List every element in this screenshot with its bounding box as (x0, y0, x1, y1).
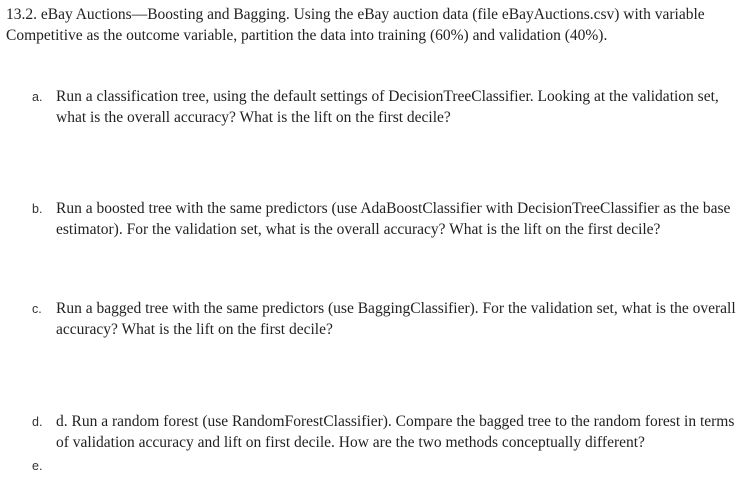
question-c-text: Run a bagged tree with the same predictors (use BaggingClassifier). For the validation set, what is the overall accuracy? What is the lift on the first decile? (56, 300, 736, 338)
question-d-text: d. Run a random forest (use RandomForestClassifier). Compare the bagged tree to the random forest in terms of validation accuracy and lift on first decile. How are the two methods conceptually different? (56, 413, 735, 451)
question-d (32, 411, 747, 453)
question-b-text: Run a boosted tree with the same predictors (use AdaBoostClassifier with DecisionTreeClassifier as the base estimator). For the validation set, what is the overall accuracy? What is the lift on the first decile? (56, 200, 731, 238)
problem-intro: 13.2. eBay Auctions—Boosting and Bagging. Using the eBay auction data (file eBayAuctions.csv) with variable Competitive as the outcome variable, partition the data into training (60%) and validation (40%). (6, 6, 705, 44)
question-b-marker: b. (32, 202, 43, 216)
question-d-marker: d. (32, 415, 43, 429)
question-c-marker: c. (32, 302, 42, 316)
question-c (32, 298, 747, 340)
question-a (32, 86, 747, 128)
question-e-marker: e. (32, 459, 43, 473)
question-a-text: Run a classification tree, using the default settings of DecisionTreeClassifier. Looking at the validation set, what is the overall accuracy? What is the lift on the first decile? (56, 88, 719, 126)
question-b (32, 198, 747, 240)
question-a-marker: a. (32, 90, 43, 104)
